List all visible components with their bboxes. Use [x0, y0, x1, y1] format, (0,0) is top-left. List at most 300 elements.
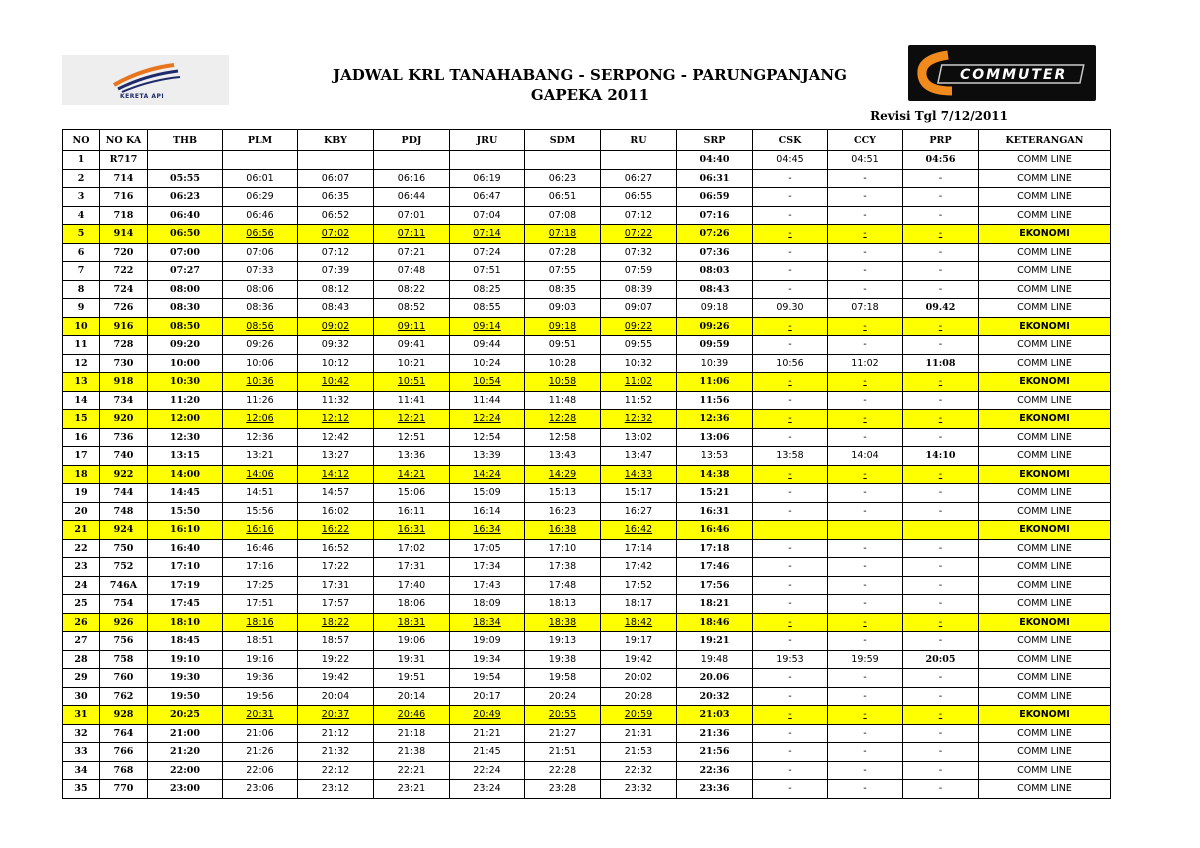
- cell-prp: 11:08: [903, 354, 979, 373]
- cell-no: 33: [63, 743, 100, 762]
- cell-ccy: 04:51: [828, 151, 903, 170]
- cell-no: 8: [63, 280, 100, 299]
- cell-ket: COMM LINE: [979, 243, 1111, 262]
- cell-thb: 14:45: [148, 484, 223, 503]
- cell-kby: 17:22: [298, 558, 374, 577]
- cell-jru: 19:54: [450, 669, 525, 688]
- cell-csk: [753, 521, 828, 540]
- column-header-sdm: SDM: [525, 130, 601, 151]
- cell-ka: 922: [100, 465, 148, 484]
- cell-prp: -: [903, 724, 979, 743]
- cell-csk: -: [753, 206, 828, 225]
- cell-thb: [148, 151, 223, 170]
- cell-kby: 16:22: [298, 521, 374, 540]
- schedule-table: [62, 129, 1111, 799]
- cell-jru: 15:09: [450, 484, 525, 503]
- cell-ket: COMM LINE: [979, 724, 1111, 743]
- cell-csk: -: [753, 669, 828, 688]
- cell-csk: -: [753, 465, 828, 484]
- cell-srp: 07:16: [677, 206, 753, 225]
- cell-kby: 07:39: [298, 262, 374, 281]
- cell-prp: -: [903, 262, 979, 281]
- cell-csk: -: [753, 539, 828, 558]
- cell-pdj: 09:41: [374, 336, 450, 355]
- column-header-prp: PRP: [903, 130, 979, 151]
- cell-ccy: -: [828, 780, 903, 799]
- table-row: [63, 669, 1111, 688]
- cell-jru: 09:14: [450, 317, 525, 336]
- cell-ccy: -: [828, 669, 903, 688]
- table-row: [63, 484, 1111, 503]
- cell-ru: 12:32: [601, 410, 677, 429]
- cell-csk: -: [753, 780, 828, 799]
- cell-ccy: 14:04: [828, 447, 903, 466]
- column-header-ccy: CCY: [828, 130, 903, 151]
- cell-ru: 06:27: [601, 169, 677, 188]
- cell-srp: 17:46: [677, 558, 753, 577]
- cell-jru: 16:34: [450, 521, 525, 540]
- cell-no: 11: [63, 336, 100, 355]
- cell-plm: 10:36: [223, 373, 298, 392]
- cell-ccy: [828, 521, 903, 540]
- cell-jru: 17:05: [450, 539, 525, 558]
- cell-thb: 10:30: [148, 373, 223, 392]
- cell-pdj: 13:36: [374, 447, 450, 466]
- cell-kby: 11:32: [298, 391, 374, 410]
- cell-srp: 19:21: [677, 632, 753, 651]
- cell-ka: 734: [100, 391, 148, 410]
- cell-ket: COMM LINE: [979, 262, 1111, 281]
- cell-ka: 750: [100, 539, 148, 558]
- cell-plm: 09:26: [223, 336, 298, 355]
- table-row: [63, 558, 1111, 577]
- cell-jru: 17:43: [450, 576, 525, 595]
- cell-plm: 17:16: [223, 558, 298, 577]
- cell-jru: 23:24: [450, 780, 525, 799]
- cell-kby: 19:22: [298, 650, 374, 669]
- cell-no: 5: [63, 225, 100, 244]
- kereta-api-logo: [62, 55, 229, 105]
- cell-sdm: 19:58: [525, 669, 601, 688]
- cell-ket: COMM LINE: [979, 299, 1111, 318]
- cell-thb: 07:00: [148, 243, 223, 262]
- cell-ru: [601, 151, 677, 170]
- cell-sdm: 09:03: [525, 299, 601, 318]
- cell-no: 25: [63, 595, 100, 614]
- table-row: [63, 428, 1111, 447]
- cell-jru: 10:54: [450, 373, 525, 392]
- cell-no: 34: [63, 761, 100, 780]
- cell-pdj: 15:06: [374, 484, 450, 503]
- cell-no: 4: [63, 206, 100, 225]
- cell-kby: 21:32: [298, 743, 374, 762]
- cell-kby: 06:35: [298, 188, 374, 207]
- cell-csk: -: [753, 613, 828, 632]
- cell-srp: 18:21: [677, 595, 753, 614]
- cell-thb: 11:20: [148, 391, 223, 410]
- table-row: [63, 169, 1111, 188]
- cell-kby: 10:12: [298, 354, 374, 373]
- column-header-jru: JRU: [450, 130, 525, 151]
- cell-prp: -: [903, 743, 979, 762]
- cell-ccy: -: [828, 373, 903, 392]
- cell-ru: 14:33: [601, 465, 677, 484]
- table-row: [63, 706, 1111, 725]
- cell-csk: 09.30: [753, 299, 828, 318]
- cell-csk: -: [753, 169, 828, 188]
- cell-ket: EKONOMI: [979, 521, 1111, 540]
- cell-csk: -: [753, 262, 828, 281]
- cell-jru: 13:39: [450, 447, 525, 466]
- cell-plm: 19:16: [223, 650, 298, 669]
- cell-ccy: -: [828, 576, 903, 595]
- cell-no: 19: [63, 484, 100, 503]
- cell-plm: 12:36: [223, 428, 298, 447]
- cell-kby: 14:12: [298, 465, 374, 484]
- cell-srp: 16:31: [677, 502, 753, 521]
- cell-prp: -: [903, 280, 979, 299]
- cell-csk: -: [753, 280, 828, 299]
- cell-prp: -: [903, 780, 979, 799]
- cell-kby: 08:12: [298, 280, 374, 299]
- cell-ket: COMM LINE: [979, 558, 1111, 577]
- cell-srp: 22:36: [677, 761, 753, 780]
- cell-no: 26: [63, 613, 100, 632]
- cell-pdj: 17:40: [374, 576, 450, 595]
- cell-plm: 13:21: [223, 447, 298, 466]
- cell-pdj: 10:21: [374, 354, 450, 373]
- cell-no: 20: [63, 502, 100, 521]
- cell-prp: -: [903, 595, 979, 614]
- cell-ket: COMM LINE: [979, 280, 1111, 299]
- cell-plm: 20:31: [223, 706, 298, 725]
- cell-ka: 770: [100, 780, 148, 799]
- table-row: [63, 188, 1111, 207]
- cell-csk: -: [753, 706, 828, 725]
- cell-ru: 07:59: [601, 262, 677, 281]
- cell-sdm: 15:13: [525, 484, 601, 503]
- cell-prp: -: [903, 632, 979, 651]
- cell-ru: 17:52: [601, 576, 677, 595]
- cell-sdm: 23:28: [525, 780, 601, 799]
- cell-pdj: 11:41: [374, 391, 450, 410]
- cell-sdm: 07:28: [525, 243, 601, 262]
- cell-ket: EKONOMI: [979, 373, 1111, 392]
- cell-ka: 928: [100, 706, 148, 725]
- cell-prp: -: [903, 169, 979, 188]
- cell-no: 31: [63, 706, 100, 725]
- cell-sdm: 11:48: [525, 391, 601, 410]
- cell-thb: 14:00: [148, 465, 223, 484]
- cell-ka: 918: [100, 373, 148, 392]
- cell-jru: 12:54: [450, 428, 525, 447]
- cell-thb: 19:50: [148, 687, 223, 706]
- cell-ka: 730: [100, 354, 148, 373]
- table-row: [63, 465, 1111, 484]
- cell-ket: COMM LINE: [979, 336, 1111, 355]
- cell-ccy: -: [828, 595, 903, 614]
- cell-ccy: -: [828, 317, 903, 336]
- cell-thb: 18:45: [148, 632, 223, 651]
- cell-kby: 17:57: [298, 595, 374, 614]
- cell-ru: 06:55: [601, 188, 677, 207]
- cell-ka: 916: [100, 317, 148, 336]
- cell-plm: 08:36: [223, 299, 298, 318]
- cell-prp: -: [903, 761, 979, 780]
- cell-kby: 21:12: [298, 724, 374, 743]
- cell-csk: -: [753, 632, 828, 651]
- cell-ru: 20:28: [601, 687, 677, 706]
- cell-ccy: -: [828, 632, 903, 651]
- cell-prp: [903, 521, 979, 540]
- cell-ket: COMM LINE: [979, 428, 1111, 447]
- cell-kby: 14:57: [298, 484, 374, 503]
- cell-ka: 762: [100, 687, 148, 706]
- cell-thb: 18:10: [148, 613, 223, 632]
- cell-thb: 08:30: [148, 299, 223, 318]
- cell-no: 22: [63, 539, 100, 558]
- cell-pdj: 07:21: [374, 243, 450, 262]
- cell-csk: -: [753, 724, 828, 743]
- cell-no: 16: [63, 428, 100, 447]
- cell-ru: 20:02: [601, 669, 677, 688]
- column-header-csk: CSK: [753, 130, 828, 151]
- table-row: [63, 613, 1111, 632]
- cell-thb: 20:25: [148, 706, 223, 725]
- table-row: [63, 724, 1111, 743]
- cell-jru: 08:55: [450, 299, 525, 318]
- cell-ka: 914: [100, 225, 148, 244]
- cell-no: 12: [63, 354, 100, 373]
- cell-srp: 17:18: [677, 539, 753, 558]
- cell-no: 6: [63, 243, 100, 262]
- cell-ka: 746A: [100, 576, 148, 595]
- cell-ru: 11:02: [601, 373, 677, 392]
- cell-jru: 19:34: [450, 650, 525, 669]
- cell-prp: -: [903, 669, 979, 688]
- cell-prp: -: [903, 687, 979, 706]
- cell-ccy: -: [828, 262, 903, 281]
- table-row: [63, 521, 1111, 540]
- cell-ket: COMM LINE: [979, 669, 1111, 688]
- cell-ket: COMM LINE: [979, 761, 1111, 780]
- cell-ka: 924: [100, 521, 148, 540]
- cell-sdm: 10:28: [525, 354, 601, 373]
- column-header-pdj: PDJ: [374, 130, 450, 151]
- cell-csk: -: [753, 225, 828, 244]
- cell-pdj: 12:21: [374, 410, 450, 429]
- column-header-plm: PLM: [223, 130, 298, 151]
- cell-ru: 17:42: [601, 558, 677, 577]
- cell-thb: 10:00: [148, 354, 223, 373]
- cell-csk: -: [753, 336, 828, 355]
- cell-pdj: 06:44: [374, 188, 450, 207]
- cell-ka: 720: [100, 243, 148, 262]
- cell-pdj: 14:21: [374, 465, 450, 484]
- cell-prp: -: [903, 428, 979, 447]
- cell-ka: 714: [100, 169, 148, 188]
- cell-thb: 17:45: [148, 595, 223, 614]
- cell-sdm: 17:38: [525, 558, 601, 577]
- cell-ru: 23:32: [601, 780, 677, 799]
- cell-prp: -: [903, 391, 979, 410]
- cell-prp: -: [903, 373, 979, 392]
- cell-srp: 10:39: [677, 354, 753, 373]
- cell-plm: 14:06: [223, 465, 298, 484]
- cell-thb: 06:50: [148, 225, 223, 244]
- table-row: [63, 632, 1111, 651]
- cell-jru: 06:47: [450, 188, 525, 207]
- cell-pdj: 23:21: [374, 780, 450, 799]
- column-header-srp: SRP: [677, 130, 753, 151]
- table-row: [63, 650, 1111, 669]
- column-header-ru: RU: [601, 130, 677, 151]
- cell-prp: -: [903, 539, 979, 558]
- cell-prp: -: [903, 206, 979, 225]
- cell-jru: 08:25: [450, 280, 525, 299]
- cell-kby: 07:12: [298, 243, 374, 262]
- cell-sdm: 06:23: [525, 169, 601, 188]
- cell-kby: 23:12: [298, 780, 374, 799]
- cell-ka: 760: [100, 669, 148, 688]
- cell-srp: 21:03: [677, 706, 753, 725]
- cell-kby: 08:43: [298, 299, 374, 318]
- cell-jru: 07:14: [450, 225, 525, 244]
- cell-no: 13: [63, 373, 100, 392]
- cell-prp: 04:56: [903, 151, 979, 170]
- cell-csk: 19:53: [753, 650, 828, 669]
- cell-prp: 20:05: [903, 650, 979, 669]
- cell-ru: 13:02: [601, 428, 677, 447]
- cell-sdm: 20:55: [525, 706, 601, 725]
- cell-ka: 724: [100, 280, 148, 299]
- cell-srp: 12:36: [677, 410, 753, 429]
- cell-csk: -: [753, 558, 828, 577]
- cell-thb: 06:23: [148, 188, 223, 207]
- cell-sdm: 17:48: [525, 576, 601, 595]
- table-row: [63, 595, 1111, 614]
- cell-srp: 06:31: [677, 169, 753, 188]
- cell-no: 3: [63, 188, 100, 207]
- cell-sdm: 07:55: [525, 262, 601, 281]
- cell-prp: 09.42: [903, 299, 979, 318]
- cell-ket: COMM LINE: [979, 595, 1111, 614]
- cell-kby: 20:04: [298, 687, 374, 706]
- cell-plm: 10:06: [223, 354, 298, 373]
- table-row: [63, 539, 1111, 558]
- cell-prp: -: [903, 576, 979, 595]
- table-body: [63, 151, 1111, 799]
- cell-jru: 18:09: [450, 595, 525, 614]
- cell-csk: -: [753, 373, 828, 392]
- cell-ru: 08:39: [601, 280, 677, 299]
- cell-srp: 13:06: [677, 428, 753, 447]
- cell-thb: 15:50: [148, 502, 223, 521]
- table-row: [63, 743, 1111, 762]
- cell-jru: 12:24: [450, 410, 525, 429]
- revision-date: Revisi Tgl 7/12/2011: [870, 109, 1008, 123]
- cell-ka: 716: [100, 188, 148, 207]
- cell-no: 14: [63, 391, 100, 410]
- cell-ccy: -: [828, 502, 903, 521]
- cell-sdm: 12:58: [525, 428, 601, 447]
- cell-thb: 22:00: [148, 761, 223, 780]
- cell-ccy: -: [828, 687, 903, 706]
- cell-ket: EKONOMI: [979, 317, 1111, 336]
- cell-plm: 06:56: [223, 225, 298, 244]
- cell-prp: -: [903, 484, 979, 503]
- cell-srp: 09:18: [677, 299, 753, 318]
- cell-sdm: 19:38: [525, 650, 601, 669]
- cell-sdm: 21:51: [525, 743, 601, 762]
- cell-no: 35: [63, 780, 100, 799]
- cell-ka: 718: [100, 206, 148, 225]
- cell-ccy: -: [828, 465, 903, 484]
- cell-thb: 08:50: [148, 317, 223, 336]
- cell-prp: 14:10: [903, 447, 979, 466]
- column-header-kby: KBY: [298, 130, 374, 151]
- cell-csk: 04:45: [753, 151, 828, 170]
- cell-plm: 08:06: [223, 280, 298, 299]
- cell-ccy: -: [828, 225, 903, 244]
- cell-srp: 04:40: [677, 151, 753, 170]
- kereta-api-logo-text: KERETA API: [120, 93, 165, 100]
- cell-jru: 06:19: [450, 169, 525, 188]
- cell-plm: 07:33: [223, 262, 298, 281]
- cell-ccy: -: [828, 743, 903, 762]
- cell-no: 27: [63, 632, 100, 651]
- cell-pdj: [374, 151, 450, 170]
- cell-kby: 17:31: [298, 576, 374, 595]
- cell-no: 32: [63, 724, 100, 743]
- cell-ccy: -: [828, 539, 903, 558]
- table-row: [63, 243, 1111, 262]
- cell-thb: 08:00: [148, 280, 223, 299]
- column-header-keterangan: KETERANGAN: [979, 130, 1111, 151]
- table-row: [63, 687, 1111, 706]
- cell-no: 10: [63, 317, 100, 336]
- cell-ccy: -: [828, 336, 903, 355]
- cell-no: 28: [63, 650, 100, 669]
- cell-ket: EKONOMI: [979, 613, 1111, 632]
- cell-kby: 16:52: [298, 539, 374, 558]
- cell-ccy: 11:02: [828, 354, 903, 373]
- cell-srp: 06:59: [677, 188, 753, 207]
- cell-csk: -: [753, 502, 828, 521]
- cell-kby: 09:02: [298, 317, 374, 336]
- cell-ket: EKONOMI: [979, 225, 1111, 244]
- cell-csk: -: [753, 761, 828, 780]
- cell-ru: 16:42: [601, 521, 677, 540]
- cell-pdj: 19:51: [374, 669, 450, 688]
- cell-ket: COMM LINE: [979, 484, 1111, 503]
- cell-thb: 16:40: [148, 539, 223, 558]
- cell-thb: 19:10: [148, 650, 223, 669]
- cell-kby: 22:12: [298, 761, 374, 780]
- cell-ka: 726: [100, 299, 148, 318]
- cell-kby: 13:27: [298, 447, 374, 466]
- cell-jru: 20:17: [450, 687, 525, 706]
- cell-kby: 16:02: [298, 502, 374, 521]
- cell-ka: 758: [100, 650, 148, 669]
- cell-ka: 764: [100, 724, 148, 743]
- cell-srp: 11:06: [677, 373, 753, 392]
- commuter-logo: [908, 45, 1096, 101]
- cell-ru: 19:17: [601, 632, 677, 651]
- cell-plm: 11:26: [223, 391, 298, 410]
- cell-csk: -: [753, 243, 828, 262]
- cell-plm: 18:16: [223, 613, 298, 632]
